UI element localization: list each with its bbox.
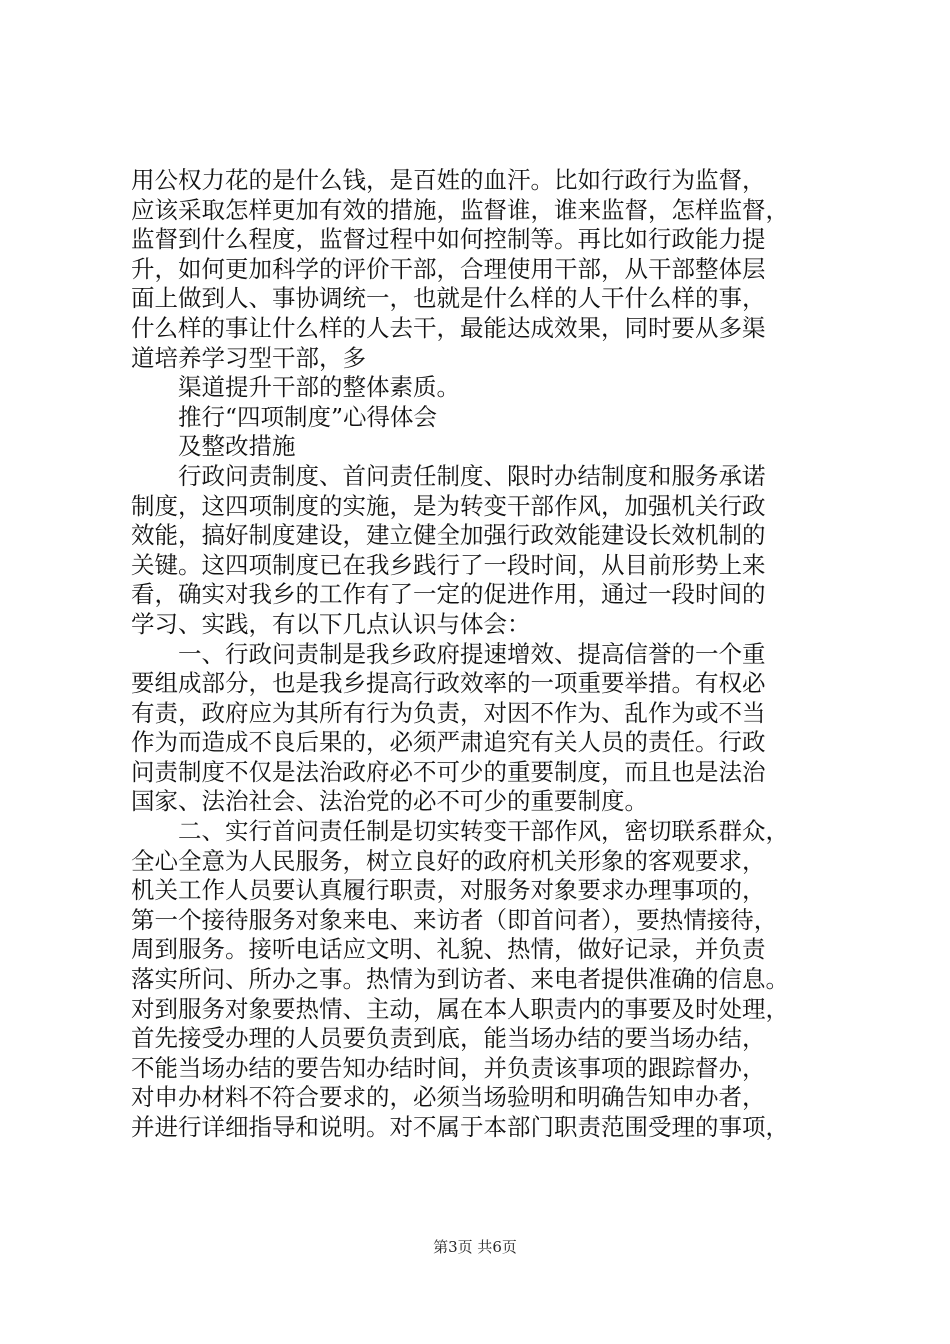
text-line: 面上做到人、事协调统一，也就是什么样的人干什么样的事， (131, 284, 766, 313)
text-line: 效能，搞好制度建设，建立健全加强行政效能建设长效机制的 (131, 521, 766, 550)
text-line: 作为而造成不良后果的，必须严肃追究有关人员的责任。行政 (131, 728, 766, 757)
text-line: 第一个接待服务对象来电、来访者（即首问者），要热情接待， (131, 905, 778, 934)
text-line: 不能当场办结的要告知办结时间，并负责该事项的跟踪督办， (131, 1053, 766, 1082)
text-line: 看，确实对我乡的工作有了一定的促进作用，通过一段时间的 (131, 580, 766, 609)
text-line: 推行“四项制度”心得体会 (178, 402, 438, 431)
text-line: 一、行政问责制是我乡政府提速增效、提高信誉的一个重 (178, 639, 766, 668)
text-line: 全心全意为人民服务，树立良好的政府机关形象的客观要求， (131, 846, 766, 875)
text-line: 首先接受办理的人员要负责到底，能当场办结的要当场办结， (131, 1024, 766, 1053)
text-line: 周到服务。接听电话应文明、礼貌、热情，做好记录，并负责 (131, 935, 766, 964)
text-line: 有责，政府应为其所有行为负责，对因不作为、乱作为或不当 (131, 698, 766, 727)
text-line: 二、实行首问责任制是切实转变干部作风，密切联系群众， (178, 817, 789, 846)
text-line: 要组成部分，也是我乡提高行政效率的一项重要举措。有权必 (131, 669, 766, 698)
text-line: 制度，这四项制度的实施，是为转变干部作风，加强机关行政 (131, 491, 766, 520)
page-number-footer: 第3页 共6页 (433, 1238, 517, 1256)
text-line: 关键。这四项制度已在我乡践行了一段时间，从目前形势上来 (131, 550, 766, 579)
text-line: 对申办材料不符合要求的，必须当场验明和明确告知申办者， (131, 1083, 766, 1112)
text-line: 道培养学习型干部，多 (131, 343, 366, 372)
text-line: 渠道提升干部的整体素质。 (178, 373, 460, 402)
text-line: 及整改措施 (178, 432, 296, 461)
text-line: 问责制度不仅是法治政府必不可少的重要制度，而且也是法治 (131, 757, 766, 786)
text-line: 用公权力花的是什么钱，是百姓的血汗。比如行政行为监督， (131, 166, 766, 194)
text-line: 国家、法治社会、法治党的必不可少的重要制度。 (131, 787, 648, 816)
text-line: 行政问责制度、首问责任制度、限时办结制度和服务承诺 (178, 461, 766, 490)
text-line: 并进行详细指导和说明。对不属于本部门职责范围受理的事项， (131, 1113, 789, 1141)
text-line: 对到服务对象要热情、主动，属在本人职责内的事要及时处理， (131, 994, 789, 1023)
text-line: 落实所问、所办之事。热情为到访者、来电者提供准确的信息。 (131, 965, 789, 994)
text-line: 机关工作人员要认真履行职责，对服务对象要求办理事项的， (131, 876, 766, 905)
text-line: 升，如何更加科学的评价干部，合理使用干部，从干部整体层 (131, 254, 766, 283)
body-text (131, 166, 836, 1143)
text-line: 什么样的事让什么样的人去干，最能达成效果，同时要从多渠 (131, 313, 766, 342)
text-line: 学习、实践，有以下几点认识与体会： (131, 609, 531, 638)
text-line: 应该采取怎样更加有效的措施，监督谁，谁来监督，怎样监督， (131, 195, 789, 224)
text-line: 监督到什么程度，监督过程中如何控制等。再比如行政能力提 (131, 225, 766, 254)
